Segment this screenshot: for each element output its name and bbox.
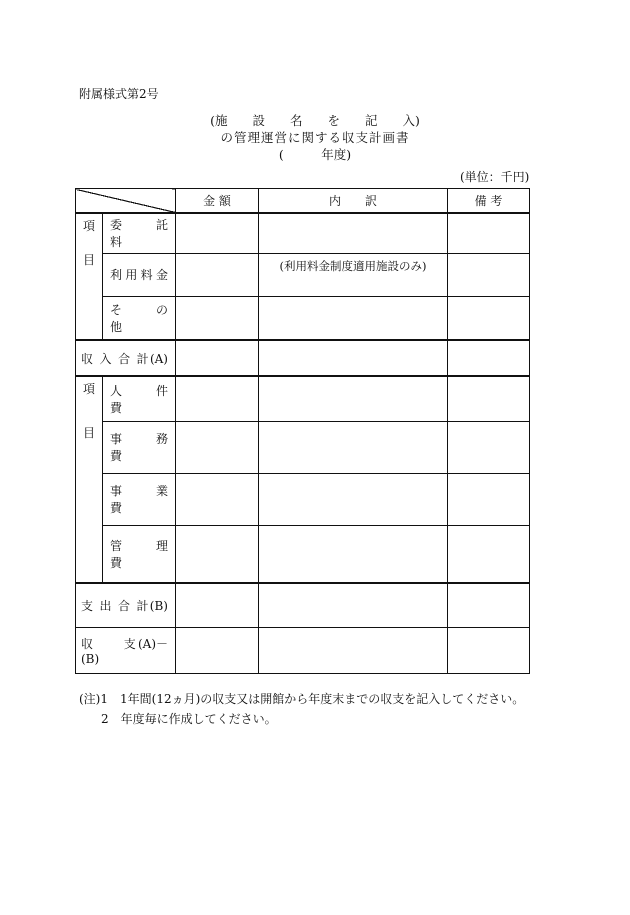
balance-row (76, 627, 530, 673)
table-row (76, 421, 530, 473)
table-row (76, 296, 530, 340)
table-row (76, 213, 530, 253)
remarks-cell[interactable] (448, 421, 530, 473)
fiscal-year-placeholder: ( 年度) (278, 147, 352, 162)
breakdown-cell[interactable] (259, 583, 448, 627)
expense-total-label: 支 出 合 計(B) (76, 583, 176, 627)
breakdown-cell[interactable] (259, 213, 448, 253)
amount-cell[interactable] (176, 583, 259, 627)
amount-cell[interactable] (176, 340, 259, 376)
remarks-cell[interactable] (448, 525, 530, 583)
income-total-label: 収 入 合 計(A) (76, 340, 176, 376)
row-label-other: そ の 他 (103, 296, 176, 340)
form-number: 附属様式第2号 (79, 87, 159, 101)
table-header-row (76, 189, 530, 214)
budget-table (75, 188, 530, 674)
remarks-cell[interactable] (448, 253, 530, 296)
amount-cell[interactable] (176, 296, 259, 340)
facility-name-placeholder: (施 設 名 を 記 入) (210, 113, 420, 128)
amount-cell[interactable] (176, 525, 259, 583)
unit-label: (単位：千円) (460, 170, 530, 184)
note-2: 2 年度毎に作成してください。 (101, 712, 277, 726)
remarks-cell[interactable] (448, 213, 530, 253)
table-row (76, 376, 530, 421)
income-side-label: 項 目 (76, 213, 103, 340)
balance-label: 収 支(A)－(B) (76, 627, 176, 673)
amount-cell[interactable] (176, 421, 259, 473)
document-title: の管理運営に関する収支計画書 (220, 130, 410, 145)
breakdown-cell[interactable] (259, 376, 448, 421)
breakdown-cell[interactable] (259, 296, 448, 340)
breakdown-cell[interactable] (259, 525, 448, 583)
remarks-cell[interactable] (448, 340, 530, 376)
breakdown-cell[interactable] (259, 340, 448, 376)
breakdown-cell[interactable] (259, 627, 448, 673)
row-label-management: 管 理 費 (103, 525, 176, 583)
remarks-cell[interactable] (448, 473, 530, 525)
income-total-row (76, 340, 530, 376)
row-label-personnel: 人 件 費 (103, 376, 176, 421)
row-label-usage-fee: 利用料金 (103, 253, 176, 296)
amount-cell[interactable] (176, 213, 259, 253)
table-row (76, 253, 530, 296)
breakdown-cell[interactable] (259, 473, 448, 525)
usage-fee-note[interactable]: (利用料金制度適用施設のみ) (259, 253, 448, 296)
remarks-cell[interactable] (448, 583, 530, 627)
note-1: (注)1 1年間(12ヵ月)の収支又は開館から年度末までの収支を記入してください。 (79, 692, 525, 706)
diagonal-header-cell (76, 189, 176, 214)
amount-cell[interactable] (176, 253, 259, 296)
remarks-cell[interactable] (448, 376, 530, 421)
expense-total-row (76, 583, 530, 627)
header-amount: 金 額 (176, 189, 259, 214)
expense-side-label: 項 目 (76, 376, 103, 583)
amount-cell[interactable] (176, 376, 259, 421)
remarks-cell[interactable] (448, 627, 530, 673)
table-row (76, 473, 530, 525)
remarks-cell[interactable] (448, 296, 530, 340)
amount-cell[interactable] (176, 627, 259, 673)
table-row (76, 525, 530, 583)
amount-cell[interactable] (176, 473, 259, 525)
header-remarks: 備 考 (448, 189, 530, 214)
header-breakdown: 内 訳 (259, 189, 448, 214)
row-label-project: 事 業 費 (103, 473, 176, 525)
breakdown-cell[interactable] (259, 421, 448, 473)
row-label-office: 事 務 費 (103, 421, 176, 473)
row-label-commission: 委 託 料 (103, 213, 176, 253)
